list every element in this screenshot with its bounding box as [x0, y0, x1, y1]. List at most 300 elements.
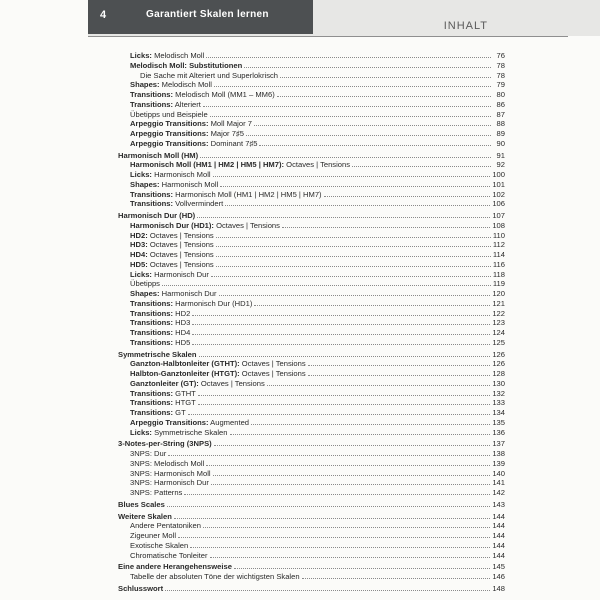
- toc-entry-text: Harmonisch Moll (HM1 | HM2 | HM5 | HM7): [173, 189, 322, 199]
- toc-dot-leader: [214, 439, 491, 446]
- toc-entry-text: GTHT: [173, 388, 196, 398]
- toc-entry: [118, 408, 505, 418]
- toc-entry-title: [118, 584, 163, 594]
- toc-page-number: 86: [496, 99, 505, 109]
- toc-entry-text: Die Sache mit Alteriert und Superlokrisch: [140, 70, 279, 80]
- toc-dot-leader: [259, 139, 491, 146]
- toc-dot-leader: [308, 359, 491, 366]
- toc-entry-bold-label: Transitions:: [130, 337, 174, 347]
- toc-entry-bold-label: Arpeggio Transitions:: [130, 138, 209, 148]
- toc-page-number: 142: [492, 488, 505, 497]
- toc-page-number: 78: [496, 70, 505, 80]
- toc-entry-bold-label: Ganztonleiter (GT):: [130, 378, 199, 388]
- toc-entry-bold-label: Transitions:: [130, 298, 174, 308]
- toc-page-number: 141: [492, 478, 505, 488]
- toc-entry: [118, 100, 505, 110]
- toc-page-number: 126: [492, 359, 505, 369]
- toc-dot-leader: [198, 398, 491, 405]
- toc-entry: [118, 51, 505, 61]
- toc-entry-title: [118, 398, 196, 408]
- toc-page-number: 116: [492, 259, 505, 269]
- toc-entry: [118, 110, 505, 120]
- toc-entry-title: [118, 90, 275, 100]
- toc-entry-text: Octaves | Tensions: [147, 230, 214, 240]
- toc-dot-leader: [254, 119, 491, 126]
- toc-entry-bold-label: Transitions:: [130, 90, 174, 99]
- toc-entry-title: [118, 250, 214, 260]
- toc-page-number: 138: [492, 449, 505, 458]
- toc-entry-title: [118, 139, 257, 149]
- toc-entry-text: Melodisch Moll: [159, 80, 212, 90]
- toc-entry: [118, 338, 505, 348]
- toc-entry-title: [118, 318, 190, 328]
- toc-entry-title: [118, 180, 218, 190]
- toc-page-number: 134: [492, 408, 505, 417]
- page-number: 4: [100, 9, 107, 21]
- toc-entry-text: Chromatische Tonleiter: [130, 550, 208, 560]
- toc-entry-bold-label: Arpeggio Transitions:: [130, 119, 209, 129]
- toc-dot-leader: [168, 449, 490, 456]
- toc-dot-leader: [220, 180, 490, 187]
- toc-entry-bold-label: Harmonisch Dur (HD1):: [130, 220, 214, 230]
- toc-page-number: 126: [492, 349, 505, 359]
- toc-dot-leader: [244, 61, 491, 68]
- toc-dot-leader: [178, 531, 490, 538]
- toc-entry-title: [118, 110, 208, 120]
- toc-entry-text: Octaves | Tensions: [147, 250, 214, 259]
- toc-entry-title: [118, 80, 212, 90]
- toc-entry-title: [118, 500, 165, 510]
- toc-dot-leader: [282, 221, 490, 228]
- toc-page-number: 90: [496, 138, 505, 148]
- toc-entry-title: [118, 572, 300, 582]
- toc-entry-text: 3NPS: Dur: [130, 449, 167, 458]
- toc-entry-bold-label: Eine andere Herangehensweise: [118, 562, 232, 572]
- toc-entry: [118, 80, 505, 90]
- toc-entry-title: [118, 100, 201, 110]
- toc-entry-title: [118, 551, 208, 561]
- toc-page-number: 128: [492, 369, 505, 378]
- toc-entry: [118, 231, 505, 241]
- toc-page-number: 80: [496, 90, 505, 99]
- toc-entry-text: 3NPS: Melodisch Moll: [130, 458, 205, 468]
- toc-entry: [118, 478, 505, 488]
- toc-entry-title: [118, 521, 201, 531]
- toc-page-number: 139: [492, 458, 505, 468]
- toc-entry-title: [118, 369, 306, 379]
- toc-dot-leader: [277, 90, 491, 97]
- toc-entry-bold-label: Shapes:: [130, 179, 160, 189]
- toc-dot-leader: [211, 270, 491, 277]
- toc-entry-bold-label: HD3:: [130, 240, 148, 250]
- toc-entry-bold-label: Licks:: [130, 51, 152, 60]
- toc-page-number: 130: [492, 378, 505, 388]
- toc-entry-title: [118, 379, 265, 389]
- toc-entry-title: [118, 151, 198, 161]
- toc-entry-title: [118, 61, 242, 71]
- toc-entry-bold-label: Harmonisch Moll (HM1 | HM2 | HM5 | HM7):: [130, 160, 285, 170]
- toc-page-number: 112: [492, 240, 505, 250]
- toc-entry-text: Octaves | Tensions: [198, 378, 265, 388]
- toc-entry-title: [118, 459, 204, 469]
- toc-entry: [118, 459, 505, 469]
- toc-dot-leader: [216, 231, 491, 238]
- toc-entry-text: Harmonisch Moll: [151, 170, 211, 179]
- toc-entry-text: Übetipps und Beispiele: [130, 109, 208, 119]
- toc-entry: [118, 250, 505, 260]
- toc-dot-leader: [308, 369, 491, 376]
- toc-entry-title: [118, 449, 166, 459]
- toc-entry-text: Harmonisch Dur (HD1): [173, 298, 253, 308]
- toc-entry: [118, 270, 505, 280]
- toc-entry-title: [118, 531, 176, 541]
- toc-page-number: 118: [492, 269, 505, 279]
- toc-page-number: 121: [492, 298, 505, 308]
- toc-dot-leader: [162, 279, 491, 286]
- toc-entry: [118, 190, 505, 200]
- toc-dot-leader: [192, 338, 490, 345]
- toc-entry-bold-label: Shapes:: [130, 289, 160, 298]
- toc-entry: [118, 71, 505, 81]
- toc-dot-leader: [302, 572, 491, 579]
- toc-dot-leader: [184, 488, 490, 495]
- toc-dot-leader: [219, 289, 491, 296]
- toc-entry-title: [118, 439, 212, 449]
- toc-entry: [118, 180, 505, 190]
- toc-entry: [118, 160, 505, 170]
- toc-entry-title: [118, 299, 252, 309]
- toc-entry-title: [118, 221, 280, 231]
- toc-dot-leader: [211, 478, 490, 485]
- toc-entry-title: [118, 328, 190, 338]
- toc-page-number: 120: [492, 289, 505, 298]
- toc-entry-text: Octaves | Tensions: [239, 359, 306, 369]
- toc-entry-bold-label: Shapes:: [130, 80, 160, 90]
- toc-entry-text: Augmented: [208, 417, 250, 427]
- toc-page-number: 89: [496, 129, 505, 138]
- toc-entry-bold-label: Transitions:: [130, 328, 174, 337]
- toc-page-number: 123: [492, 318, 505, 328]
- toc-entry-bold-label: Arpeggio Transitions:: [130, 129, 209, 138]
- toc-entry: [118, 328, 505, 338]
- toc-section-entry: [118, 151, 505, 161]
- toc-entry-text: GT: [173, 408, 186, 417]
- toc-entry-bold-label: Licks:: [130, 269, 152, 279]
- toc-entry-title: [118, 359, 306, 369]
- toc-dot-leader: [203, 521, 490, 528]
- toc-entry: [118, 139, 505, 149]
- toc-section-entry: [118, 562, 505, 572]
- toc-entry-title: [118, 279, 160, 289]
- toc-page-number: 78: [496, 60, 505, 70]
- toc-entry-text: Moll Major 7: [208, 119, 252, 129]
- toc-dot-leader: [192, 309, 490, 316]
- toc-entry-title: [118, 170, 211, 180]
- toc-dot-leader: [210, 110, 491, 117]
- toc-entry-bold-label: Weitere Skalen: [118, 511, 172, 521]
- table-of-contents: [118, 51, 505, 594]
- toc-dot-leader: [216, 260, 491, 267]
- toc-dot-leader: [216, 240, 491, 247]
- toc-entry-title: [118, 240, 214, 250]
- toc-entry-text: Octaves | Tensions: [239, 369, 306, 378]
- toc-dot-leader: [213, 170, 491, 177]
- toc-entry-title: [118, 562, 232, 572]
- toc-dot-leader: [213, 469, 491, 476]
- toc-entry-text: Melodisch Moll: [151, 51, 205, 60]
- toc-dot-leader: [200, 151, 491, 158]
- toc-page-number: 146: [492, 572, 505, 581]
- toc-entry-bold-label: Transitions:: [130, 318, 174, 328]
- toc-page-number: 79: [496, 80, 505, 90]
- toc-entry-text: Harmonisch Dur: [159, 289, 217, 298]
- toc-entry: [118, 449, 505, 459]
- toc-entry-text: HD2: [173, 308, 191, 318]
- toc-entry-title: [118, 418, 249, 428]
- toc-entry: [118, 541, 505, 551]
- toc-page-number: 114: [492, 250, 505, 259]
- toc-dot-leader: [192, 328, 490, 335]
- toc-section-entry: [118, 512, 505, 522]
- toc-entry: [118, 521, 505, 531]
- toc-entry-bold-label: Transitions:: [130, 398, 174, 408]
- toc-dot-leader: [216, 250, 491, 257]
- toc-entry-text: Zigeuner Moll: [130, 531, 177, 540]
- toc-entry: [118, 61, 505, 71]
- toc-entry-bold-label: Licks:: [130, 170, 152, 179]
- toc-entry-title: [118, 51, 204, 61]
- toc-entry: [118, 469, 505, 479]
- toc-page-number: 92: [496, 160, 505, 170]
- toc-entry: [118, 551, 505, 561]
- toc-entry-title: [118, 289, 217, 299]
- toc-entry: [118, 359, 505, 369]
- toc-entry: [118, 90, 505, 100]
- toc-entry-title: [118, 478, 209, 488]
- toc-entry-title: [118, 389, 196, 399]
- toc-page-number: 140: [492, 468, 505, 478]
- toc-dot-leader: [206, 51, 491, 58]
- toc-entry-bold-label: Halbton-Ganztonleiter (HTGT):: [130, 369, 240, 378]
- toc-entry-bold-label: Ganzton-Halbtonleiter (GTHT):: [130, 359, 240, 369]
- toc-entry-text: Übetipps: [130, 279, 160, 289]
- toc-entry: [118, 531, 505, 541]
- toc-page-number: 144: [492, 521, 505, 531]
- toc-entry-text: Alteriert: [173, 99, 201, 109]
- toc-entry-title: [118, 260, 214, 270]
- toc-entry-text: HD3: [173, 318, 191, 328]
- toc-entry: [118, 398, 505, 408]
- toc-dot-leader: [165, 584, 490, 591]
- toc-entry-bold-label: HD4:: [130, 250, 148, 259]
- toc-entry-text: Exotische Skalen: [130, 540, 189, 550]
- toc-dot-leader: [199, 350, 491, 357]
- toc-page-number: 144: [492, 511, 505, 521]
- toc-entry: [118, 199, 505, 209]
- toc-entry-bold-label: Blues Scales: [118, 499, 165, 509]
- toc-entry-text: Vollvermindert: [173, 199, 224, 209]
- toc-entry: [118, 418, 505, 428]
- toc-entry-text: Andere Pentatoniken: [130, 521, 201, 531]
- toc-entry-text: Melodisch Moll (MM1 – MM6): [173, 90, 275, 99]
- toc-entry-title: [118, 512, 172, 522]
- toc-entry-title: [118, 350, 197, 360]
- toc-dot-leader: [234, 562, 490, 569]
- toc-entry: [118, 221, 505, 231]
- toc-entry-bold-label: Transitions:: [130, 308, 174, 318]
- toc-entry-bold-label: Harmonisch Moll (HM): [118, 150, 199, 160]
- toc-entry: [118, 240, 505, 250]
- toc-entry-bold-label: HD5:: [130, 259, 148, 269]
- toc-dot-leader: [167, 500, 490, 507]
- toc-entry-bold-label: Arpeggio Transitions:: [130, 417, 209, 427]
- toc-dot-leader: [246, 129, 491, 136]
- toc-entry: [118, 488, 505, 498]
- toc-entry-bold-label: Licks:: [130, 427, 152, 437]
- toc-entry-title: [118, 408, 186, 418]
- toc-page-number: 87: [496, 109, 505, 119]
- toc-entry: [118, 572, 505, 582]
- toc-entry-title: [118, 160, 350, 170]
- toc-entry: [118, 318, 505, 328]
- toc-page-number: 88: [496, 119, 505, 129]
- toc-entry-text: Symmetrische Skalen: [151, 427, 228, 437]
- toc-page-number: 101: [492, 179, 505, 189]
- toc-entry-title: [118, 309, 190, 319]
- toc-page-number: 144: [492, 540, 505, 550]
- toc-entry-title: [118, 119, 252, 129]
- toc-dot-leader: [214, 80, 491, 87]
- toc-entry: [118, 379, 505, 389]
- toc-page-number: 119: [492, 279, 505, 289]
- toc-dot-leader: [267, 379, 491, 386]
- toc-entry: [118, 299, 505, 309]
- toc-entry: [118, 279, 505, 289]
- toc-page-number: 148: [492, 583, 505, 593]
- toc-entry-text: Octaves | Tensions: [213, 220, 280, 230]
- toc-entry-bold-label: HD2:: [130, 230, 148, 240]
- toc-dot-leader: [203, 100, 491, 107]
- toc-entry: [118, 389, 505, 399]
- toc-page-number: 133: [492, 398, 505, 408]
- toc-entry-text: Octaves | Tensions: [147, 259, 214, 269]
- toc-entry-title: [118, 129, 244, 139]
- toc-entry-title: [118, 211, 195, 221]
- toc-dot-leader: [230, 428, 491, 435]
- toc-page-number: 122: [492, 308, 505, 318]
- toc-entry-title: [118, 428, 228, 438]
- toc-entry-title: [118, 469, 211, 479]
- toc-dot-leader: [198, 389, 491, 396]
- toc-entry: [118, 119, 505, 129]
- toc-entry-text: 3NPS: Harmonisch Dur: [130, 478, 209, 488]
- toc-entry-title: [118, 270, 209, 280]
- toc-entry-bold-label: Symmetrische Skalen: [118, 349, 197, 359]
- toc-entry-title: [118, 71, 278, 81]
- toc-section-entry: [118, 584, 505, 594]
- toc-dot-leader: [188, 408, 491, 415]
- toc-entry-bold-label: Transitions:: [130, 99, 174, 109]
- toc-dot-leader: [254, 299, 490, 306]
- toc-dot-leader: [251, 418, 490, 425]
- toc-entry-title: [118, 199, 223, 209]
- toc-entry-text: HD5: [173, 337, 191, 347]
- toc-page-number: 76: [496, 51, 505, 60]
- toc-entry-text: 3NPS: Patterns: [130, 488, 183, 497]
- toc-entry-bold-label: Transitions:: [130, 388, 174, 398]
- toc-page-number: 144: [492, 550, 505, 560]
- toc-dot-leader: [174, 512, 490, 519]
- toc-entry-bold-label: Transitions:: [130, 408, 174, 417]
- section-heading: INHALT: [443, 20, 488, 32]
- toc-dot-leader: [210, 551, 491, 558]
- toc-entry-title: [118, 338, 190, 348]
- book-title: Garantiert Skalen lernen: [146, 9, 269, 20]
- toc-section-entry: [118, 211, 505, 221]
- toc-page-number: 107: [492, 211, 505, 220]
- toc-page-number: 100: [492, 170, 505, 179]
- toc-page-number: 132: [492, 388, 505, 398]
- toc-dot-leader: [190, 541, 490, 548]
- toc-section-entry: [118, 439, 505, 449]
- toc-section-entry: [118, 350, 505, 360]
- toc-entry: [118, 129, 505, 139]
- toc-entry-bold-label: Transitions:: [130, 199, 174, 209]
- toc-entry-bold-label: Harmonisch Dur (HD): [118, 211, 196, 220]
- toc-page-number: 91: [496, 150, 505, 160]
- toc-entry: [118, 260, 505, 270]
- toc-entry: [118, 170, 505, 180]
- header-divider: [88, 36, 568, 37]
- toc-entry-text: HD4: [173, 328, 191, 337]
- toc-entry-bold-label: Transitions:: [130, 189, 174, 199]
- toc-entry-title: [118, 488, 182, 498]
- toc-dot-leader: [206, 459, 490, 466]
- toc-entry-text: Octaves | Tensions: [147, 240, 214, 250]
- toc-page-number: 144: [492, 531, 505, 540]
- toc-entry-bold-label: 3-Notes-per-String (3NPS): [118, 439, 212, 449]
- toc-entry: [118, 428, 505, 438]
- toc-page-number: 136: [492, 427, 505, 437]
- toc-entry-text: HTGT: [173, 398, 196, 408]
- toc-entry-text: Octaves | Tensions: [284, 160, 351, 170]
- toc-section-entry: [118, 500, 505, 510]
- toc-entry: [118, 309, 505, 319]
- toc-entry-text: Harmonisch Moll: [159, 179, 219, 189]
- toc-page-number: 106: [492, 199, 505, 209]
- toc-dot-leader: [197, 211, 490, 218]
- toc-entry-bold-label: Schlusswort: [118, 583, 164, 593]
- toc-entry-title: [118, 231, 214, 241]
- toc-entry-text: Harmonisch Dur: [151, 269, 209, 279]
- toc-page-number: 110: [492, 230, 505, 240]
- toc-entry-text: Tabelle der absoluten Töne der wichtigsten Skalen: [130, 572, 300, 581]
- toc-page-number: 143: [492, 499, 505, 509]
- toc-entry-title: [118, 190, 322, 200]
- toc-page-number: 102: [492, 189, 505, 199]
- toc-dot-leader: [225, 199, 490, 206]
- toc-dot-leader: [192, 318, 490, 325]
- toc-entry-title: [118, 541, 188, 551]
- toc-page-number: 124: [492, 328, 505, 337]
- toc-dot-leader: [280, 71, 491, 78]
- toc-page-number: 108: [492, 220, 505, 230]
- toc-entry: [118, 289, 505, 299]
- toc-dot-leader: [324, 190, 491, 197]
- toc-page-number: 135: [492, 417, 505, 427]
- toc-entry-bold-label: Melodisch Moll: Substitutionen: [130, 60, 243, 70]
- toc-page-number: 137: [492, 439, 505, 449]
